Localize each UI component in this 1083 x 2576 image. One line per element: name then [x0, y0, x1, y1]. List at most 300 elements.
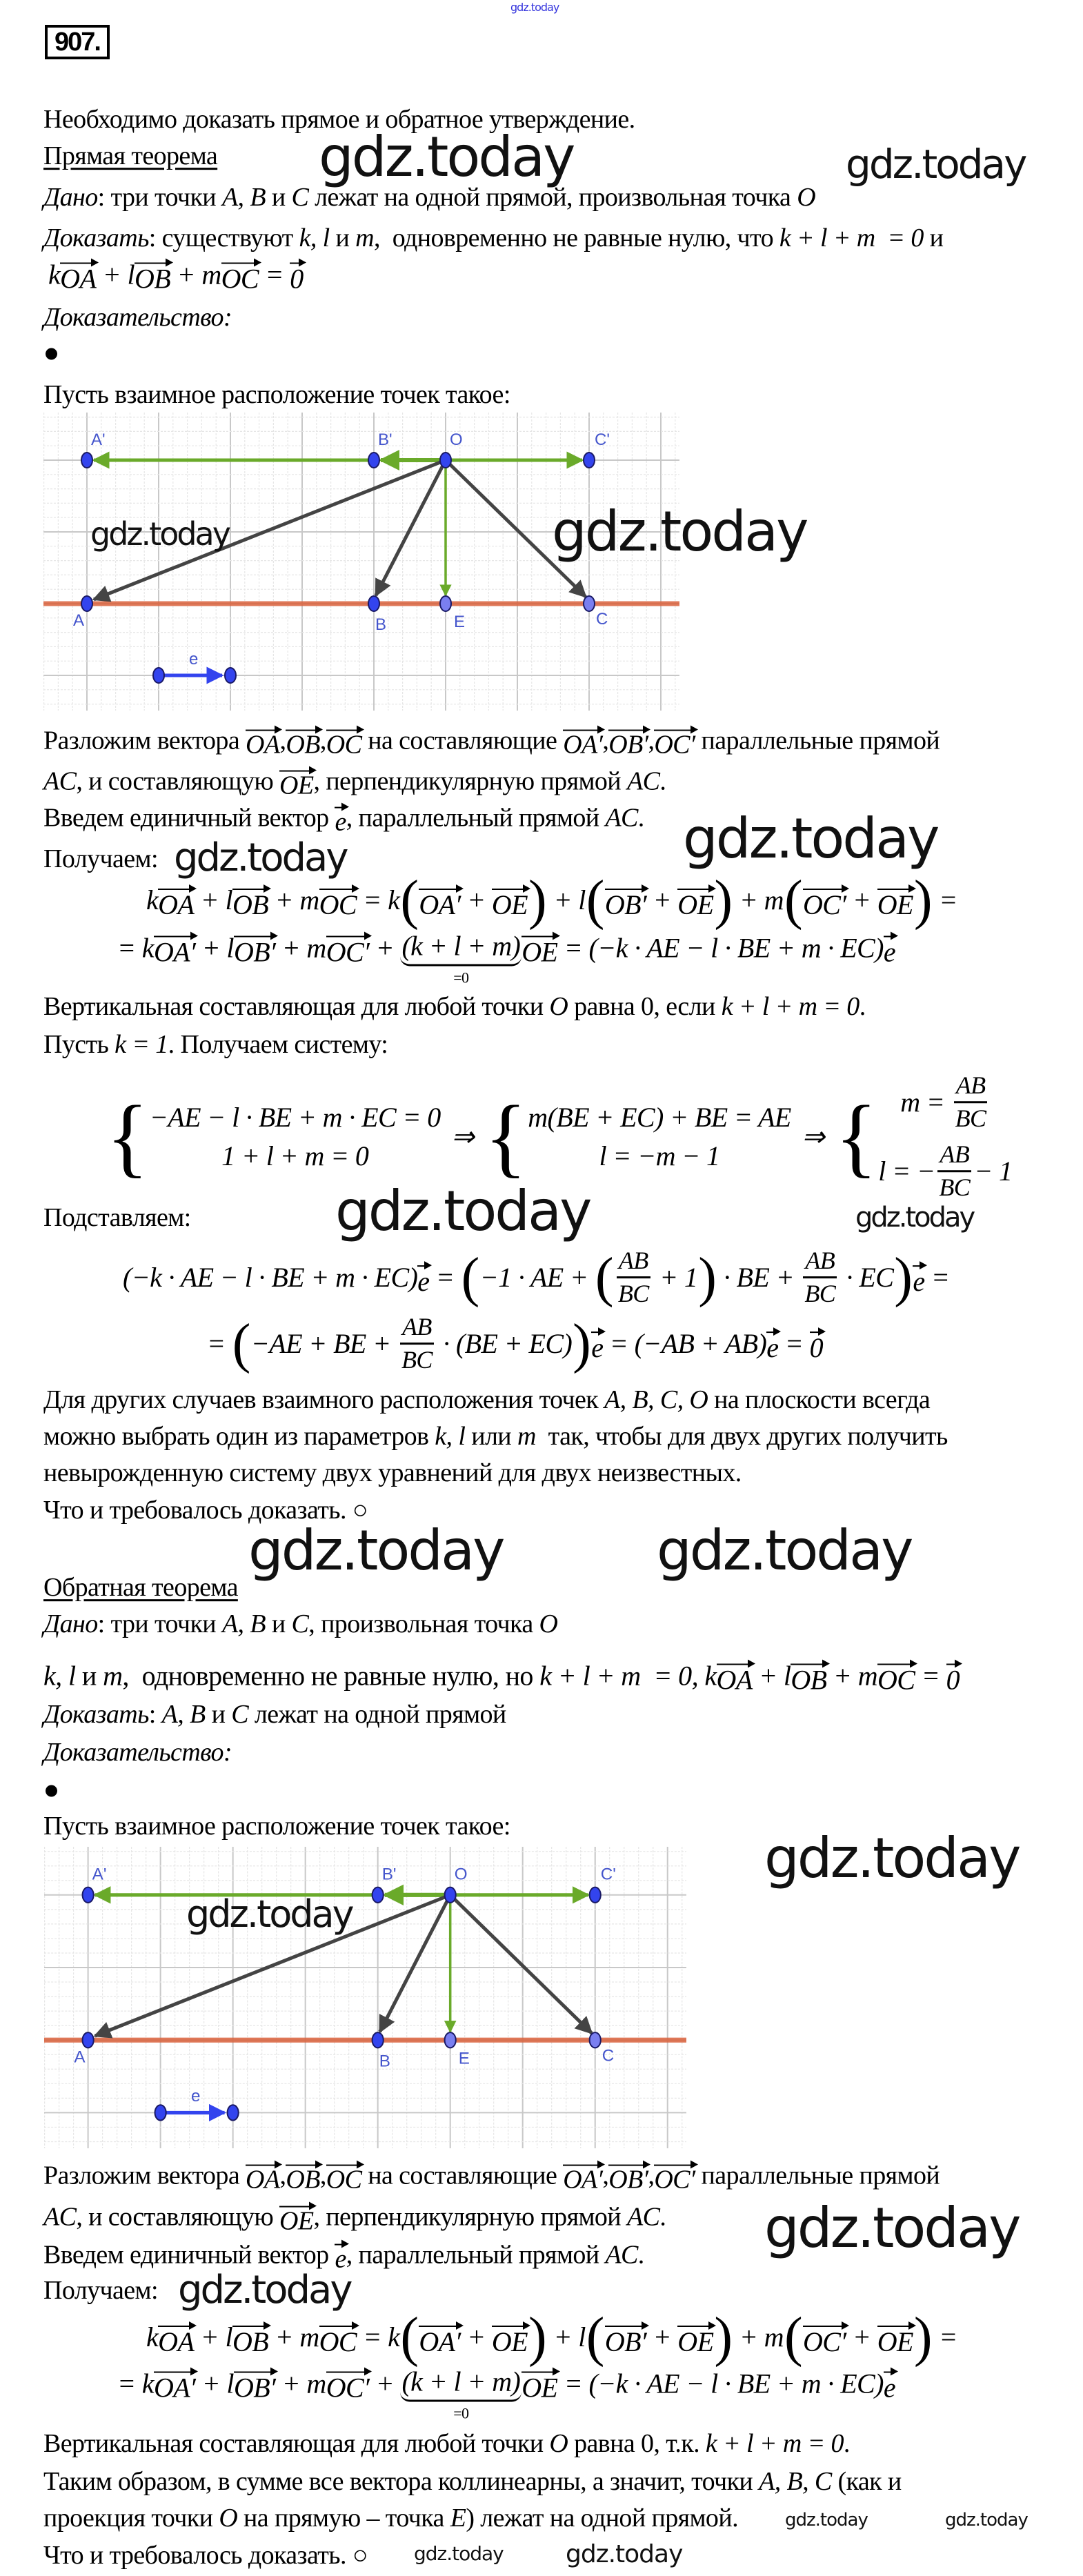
parenthesis: ): [913, 870, 932, 931]
equation-system: [102, 1071, 1016, 1202]
math-text: AC: [43, 766, 77, 796]
point-a: [81, 596, 92, 611]
math-text: (k + l + m): [401, 2366, 521, 2397]
text: : три точки: [97, 183, 222, 212]
vector: OB: [135, 263, 171, 295]
given-text: [43, 1609, 557, 1640]
text: : три точки: [97, 1609, 222, 1639]
vector: OB: [791, 1664, 827, 1696]
text: ,: [602, 2161, 609, 2190]
math-text: (−k · AE − l · BE + m · EC): [123, 1262, 418, 1293]
text: параллельные прямой: [695, 2161, 940, 2190]
vector: OB′: [233, 2372, 276, 2404]
math-text: l = −: [878, 1155, 935, 1187]
watermark: gdz.today: [510, 1, 559, 14]
vector: OA′: [153, 2372, 196, 2404]
label-b: B: [375, 615, 387, 634]
math-text: O: [549, 992, 568, 1022]
label-c: C: [596, 610, 608, 628]
math-text: A, B, C, O: [604, 1385, 708, 1415]
label-unit-vector-e: e: [189, 650, 199, 668]
vector: OE: [491, 2326, 528, 2357]
math-text: =: [915, 1660, 946, 1691]
text: Получаем:: [43, 844, 158, 874]
label-b-prime: B': [381, 1865, 397, 1884]
text: , одновременно не равные нулю, что: [374, 224, 779, 253]
vector: OE: [877, 889, 913, 920]
math-text: Доказательство:: [43, 303, 232, 333]
vector: OE: [279, 771, 314, 800]
watermark: gdz.today: [552, 499, 807, 564]
watermark: gdz.today: [945, 2510, 1028, 2530]
math-text: AC: [626, 2202, 660, 2232]
math-text: m: [103, 1660, 123, 1691]
watermark: gdz.today: [846, 141, 1026, 188]
text: или: [465, 1422, 517, 1452]
math-text: AC: [43, 2202, 77, 2232]
vector: OB: [232, 889, 269, 920]
vector: OC: [326, 730, 362, 760]
underbrace-body: [400, 930, 521, 966]
decompose-text: [43, 2158, 940, 2194]
math-text: (k + l + m): [401, 930, 521, 961]
text: , произвольная точка: [308, 1609, 539, 1639]
vector: OB: [232, 2326, 269, 2357]
text: и: [329, 224, 356, 253]
text: Пусть взаимное расположение точек такое:: [43, 1812, 510, 1841]
point-c-prime: [590, 1888, 601, 1903]
vector: OC′: [654, 730, 695, 760]
parenthesis: ): [714, 870, 733, 931]
point-b: [372, 2032, 384, 2048]
watermark: gdz.today: [566, 2540, 683, 2568]
math-text: Доказательство:: [43, 1738, 232, 1767]
watermark: gdz.today: [764, 2196, 1020, 2260]
text: равна 0, если: [568, 992, 722, 1022]
math-text: O: [549, 2429, 568, 2459]
label-o: O: [450, 430, 463, 449]
watermark: gdz.today: [248, 1518, 504, 1583]
substitute-label: [43, 1203, 191, 1233]
watermark: gdz.today: [335, 1179, 590, 1243]
math-text: − 1: [974, 1155, 1013, 1187]
label-a-prime: A': [92, 1865, 107, 1884]
vertical-component-text: [43, 2429, 850, 2459]
math-text: m: [517, 1422, 536, 1452]
text: на плоскости всегда: [708, 1385, 931, 1415]
text: так, чтобы для двух других получить: [535, 1422, 948, 1452]
math-text: = (−AB + AB): [603, 1328, 767, 1359]
conclusion-text: [43, 2467, 902, 2497]
math-text: =: [924, 1262, 950, 1293]
math-text: +: [369, 932, 401, 963]
vector: OB′: [608, 2165, 648, 2194]
math-text: O: [539, 1609, 558, 1639]
vector: OA: [716, 1664, 753, 1696]
intro-text: Необходимо доказать прямое и обратное утверждение.: [43, 105, 635, 135]
math-text: + l: [547, 2321, 586, 2352]
parenthesis: (: [784, 870, 802, 931]
math-text: −AE + BE +: [250, 1328, 397, 1359]
vector: OC: [326, 2165, 362, 2194]
point-c: [584, 596, 595, 611]
decompose-text: [43, 2199, 666, 2236]
vector: OA: [158, 2326, 195, 2357]
text: , перпендикулярную прямой: [313, 2202, 627, 2232]
math-text: + l: [96, 259, 135, 290]
direct-theorem-heading: Прямая теорема: [43, 141, 218, 171]
parenthesis: ): [698, 1247, 717, 1308]
math-text: C: [291, 183, 309, 212]
math-text: = (−k · AE − l · BE + m · EC): [557, 932, 884, 963]
point-a-prime: [83, 1888, 94, 1903]
math-text: O: [219, 2504, 238, 2533]
vector: OB: [286, 730, 320, 760]
text: лежат на одной прямой, произвольная точка: [308, 183, 797, 212]
vector: 0: [290, 263, 304, 295]
system-row: [878, 1140, 1012, 1202]
text: Пусть взаимное расположение точек такое:: [43, 380, 510, 410]
system-row: [150, 1102, 441, 1133]
underbrace: [400, 2366, 521, 2421]
text: , одновременно не равные нулю, но: [122, 1660, 540, 1691]
math-text: m(BE + EC) + BE = AE: [528, 1102, 791, 1133]
text: и: [923, 224, 944, 253]
label-e: E: [458, 2049, 470, 2068]
math-text: + l: [195, 2368, 234, 2399]
get-label: [43, 2276, 158, 2306]
parenthesis: ): [573, 1314, 591, 1374]
point-o: [445, 1888, 456, 1903]
brace-icon: {: [484, 1088, 527, 1186]
text: ,: [279, 2161, 286, 2190]
watermark: gdz.today: [174, 835, 347, 880]
math-text: k: [48, 259, 61, 290]
vector: OE: [521, 2372, 558, 2404]
math-text: m: [355, 224, 375, 253]
vector: OC: [319, 889, 357, 920]
point-c: [590, 2032, 601, 2048]
label-e: E: [454, 613, 466, 631]
parenthesis: ): [714, 2307, 733, 2368]
math-text: + 1: [653, 1262, 698, 1293]
watermark: gdz.today: [90, 515, 229, 553]
parenthesis: (: [461, 1247, 479, 1308]
math-text: = k: [356, 2321, 400, 2352]
watermark: gdz.today: [178, 2268, 351, 2312]
decompose-text: [43, 764, 666, 800]
vector: OE: [491, 889, 528, 920]
label-c-prime: C': [600, 1865, 616, 1884]
fraction: [617, 1247, 650, 1309]
given-text: [43, 1657, 960, 1695]
text: .: [637, 2240, 644, 2270]
parenthesis: ): [528, 2307, 547, 2368]
math-text: +: [460, 884, 492, 915]
math-text: + l: [195, 932, 234, 963]
point-e: [445, 2032, 456, 2048]
vector: 0: [946, 1664, 960, 1696]
text: ,: [648, 2161, 655, 2190]
vector: OB′: [233, 936, 276, 968]
proof-label: [43, 303, 232, 333]
parenthesis: (: [595, 1247, 613, 1308]
vector: OB′: [608, 730, 648, 760]
vector: e: [913, 1266, 925, 1298]
system: [484, 1088, 791, 1186]
geometry-diagram: [44, 1847, 686, 2148]
brace-icon: {: [835, 1088, 877, 1186]
label-a: A: [74, 2048, 86, 2067]
math-text: k + l + m = 0, k: [539, 1660, 717, 1691]
formula: [146, 870, 957, 931]
label-a: A: [73, 611, 85, 630]
system-rows: [150, 1102, 441, 1172]
math-text: =: [258, 259, 290, 290]
text: , параллельный прямой: [346, 2240, 606, 2270]
underbrace-body: [400, 2366, 521, 2401]
system-row: [900, 1071, 990, 1133]
math-text: C: [231, 1700, 248, 1730]
end-mark: ○: [352, 1496, 368, 1525]
math-text: · (BE + EC): [436, 1328, 573, 1359]
text: можно выбрать один из параметров: [43, 1422, 435, 1452]
denominator: BC: [939, 1173, 971, 1202]
label-c-prime: C': [595, 430, 610, 449]
point-o: [440, 453, 451, 468]
math-text: + l: [194, 2321, 232, 2352]
point-a-prime: [81, 453, 92, 468]
math-text: = k: [356, 884, 400, 915]
label-a-prime: A': [91, 430, 106, 449]
math-text: =: [778, 1328, 810, 1359]
underbrace-label: =0: [453, 2404, 469, 2421]
math-text: 1 + l + m = 0: [221, 1140, 369, 1171]
math-text: + m: [275, 932, 326, 963]
unit-vector-text: [43, 2237, 644, 2274]
vector: OE: [521, 936, 558, 968]
point-b-prime: [372, 1888, 384, 1903]
formula: [207, 1313, 823, 1375]
math-text: · EC: [839, 1262, 894, 1293]
parenthesis: (: [400, 2307, 419, 2368]
fraction: [803, 1247, 837, 1309]
math-text: + m: [268, 2321, 319, 2352]
math-text: +: [646, 884, 678, 915]
math-text: AC: [605, 803, 638, 833]
get-label: [43, 844, 158, 875]
text: Вертикальная составляющая для любой точки: [43, 2429, 550, 2459]
vector: OC′: [326, 936, 370, 968]
text: ,: [319, 2161, 326, 2190]
unit-vector-start: [155, 2105, 166, 2120]
vector: e: [883, 2372, 896, 2404]
text: Что и требовалось доказать.: [43, 1496, 352, 1525]
math-text: k, l: [43, 1660, 76, 1691]
vector: e: [591, 1332, 604, 1364]
text: равна 0, т.к.: [568, 2429, 706, 2459]
text: Что и требовалось доказать.: [43, 2541, 352, 2570]
text: .: [843, 2429, 850, 2459]
text: ,: [648, 726, 655, 755]
math-text: k = 1: [115, 1030, 168, 1060]
numerator: AB: [937, 1140, 971, 1172]
vector: e: [766, 1332, 779, 1364]
numerator: AB: [400, 1313, 434, 1345]
math-text: k: [146, 884, 159, 915]
text: невырожденную систему двух уравнений для двух неизвестных.: [43, 1458, 742, 1488]
text: ,: [319, 726, 326, 755]
text: .: [859, 992, 866, 1022]
math-text: k, l: [299, 224, 330, 253]
text: ,: [279, 726, 286, 755]
text: , и составляющую: [76, 766, 280, 796]
math-text: O: [797, 183, 816, 212]
vector: OE: [877, 2326, 913, 2357]
denominator: BC: [804, 1280, 836, 1308]
vector: OE: [677, 889, 714, 920]
converse-theorem-heading: Обратная теорема: [43, 1573, 238, 1603]
text: Вертикальная составляющая для любой точки: [43, 992, 550, 1022]
text: ) лежат на одной прямой.: [466, 2504, 738, 2533]
vector: OC′: [654, 2165, 695, 2194]
system-row: [221, 1140, 368, 1172]
vector: OE: [279, 2206, 314, 2236]
watermark: gdz.today: [855, 1202, 974, 1233]
watermark: gdz.today: [785, 2510, 868, 2530]
unit-vector-end: [228, 2105, 239, 2120]
denominator: BC: [617, 1280, 649, 1308]
prove-text: [43, 1700, 506, 1730]
text: и: [265, 1609, 292, 1639]
math-text: A, B: [221, 183, 266, 212]
formula: [117, 929, 896, 986]
math-text: ⇒: [795, 1121, 831, 1152]
denominator: BC: [955, 1104, 986, 1133]
vector: OB: [286, 2165, 320, 2194]
parenthesis: (: [784, 2307, 802, 2368]
math-text: A, B, C: [759, 2467, 832, 2497]
math-text: +: [460, 2321, 492, 2352]
math-text: + l: [547, 884, 586, 915]
numerator: AB: [954, 1071, 988, 1103]
text: на прямую – точка: [237, 2504, 450, 2533]
other-cases-text: [43, 1422, 948, 1452]
math-text: k + l + m = 0: [705, 2429, 844, 2459]
text: Введем единичный вектор: [43, 2240, 335, 2270]
point-c-prime: [584, 453, 595, 468]
system-rows: [528, 1102, 791, 1172]
point-e: [440, 596, 451, 611]
vector: OC′: [803, 889, 846, 920]
text: и: [75, 1660, 103, 1691]
vector: 0: [809, 1332, 823, 1364]
math-text: + m: [733, 884, 784, 915]
text: . Получаем систему:: [168, 1030, 388, 1060]
text: лежат на одной прямой: [248, 1700, 506, 1730]
other-cases-text: [43, 1385, 930, 1416]
math-text: ⇒: [444, 1121, 481, 1152]
watermark: gdz.today: [764, 1826, 1020, 1890]
parenthesis: ): [894, 1247, 913, 1308]
parenthesis: (: [400, 870, 419, 931]
text: на составляющие: [361, 726, 564, 755]
text: .: [659, 766, 666, 796]
math-text: + m: [170, 259, 221, 290]
label-b: B: [379, 2052, 390, 2071]
watermark: gdz.today: [319, 125, 574, 189]
label-b-prime: B': [378, 430, 393, 449]
watermark: gdz.today: [414, 2542, 504, 2565]
math-text: + m: [826, 1660, 877, 1691]
text: Для других случаев взаимного расположения точек: [43, 1385, 605, 1415]
text: .: [637, 803, 644, 833]
parenthesis: (: [232, 1314, 250, 1374]
vector: OB′: [604, 889, 647, 920]
point-a: [83, 2032, 94, 2048]
arrangement-text: [43, 1812, 510, 1842]
text: проекция точки: [43, 2504, 219, 2533]
text: :: [148, 1700, 162, 1730]
text: на составляющие: [361, 2161, 564, 2190]
text: и: [265, 183, 292, 212]
text: : существуют: [148, 224, 299, 253]
label-o: O: [454, 1865, 468, 1884]
text: и: [205, 1700, 232, 1730]
math-text: k, l: [435, 1422, 466, 1452]
watermark: gdz.today: [657, 1518, 912, 1583]
math-text: + m: [733, 2321, 784, 2352]
vector: e: [883, 936, 896, 968]
system-rows: [878, 1071, 1012, 1202]
math-text: +: [846, 2321, 877, 2352]
denominator: BC: [401, 1346, 433, 1374]
end-mark: ○: [352, 2541, 368, 2570]
task-number: 907.: [45, 25, 110, 59]
qed-text: [43, 2541, 368, 2571]
vector: OB′: [604, 2326, 647, 2357]
text: Таким образом, в сумме все вектора коллинеарны, а значит, точки: [43, 2467, 759, 2497]
vector: OA: [245, 2165, 280, 2194]
let-k-text: [43, 1030, 388, 1060]
bullet: [46, 1785, 57, 1797]
text: Разложим вектора: [43, 2161, 246, 2190]
underbrace-label: =0: [453, 969, 469, 986]
math-text: C: [291, 1609, 309, 1639]
system: [106, 1088, 441, 1186]
math-text: =: [932, 2321, 957, 2352]
vector: OC: [319, 2326, 357, 2357]
math-text: = k: [117, 2368, 154, 2399]
math-text: −1 · AE +: [479, 1262, 595, 1293]
text: , параллельный прямой: [346, 803, 606, 833]
bullet: [46, 348, 57, 360]
text: параллельные прямой: [695, 726, 940, 755]
diagram-canvas: [44, 1847, 686, 2148]
text: ,: [602, 726, 609, 755]
brace-icon: {: [106, 1088, 148, 1186]
math-text: AC: [626, 766, 660, 796]
text: Подставляем:: [43, 1203, 191, 1233]
vector: OA′: [563, 2165, 603, 2194]
vector: e: [335, 2244, 346, 2274]
point-b-prime: [368, 453, 379, 468]
point-b: [368, 596, 379, 611]
vector: OA′: [153, 936, 196, 968]
parenthesis: (: [586, 870, 604, 931]
vector: OC′: [326, 2372, 370, 2404]
system-row: [599, 1140, 719, 1172]
